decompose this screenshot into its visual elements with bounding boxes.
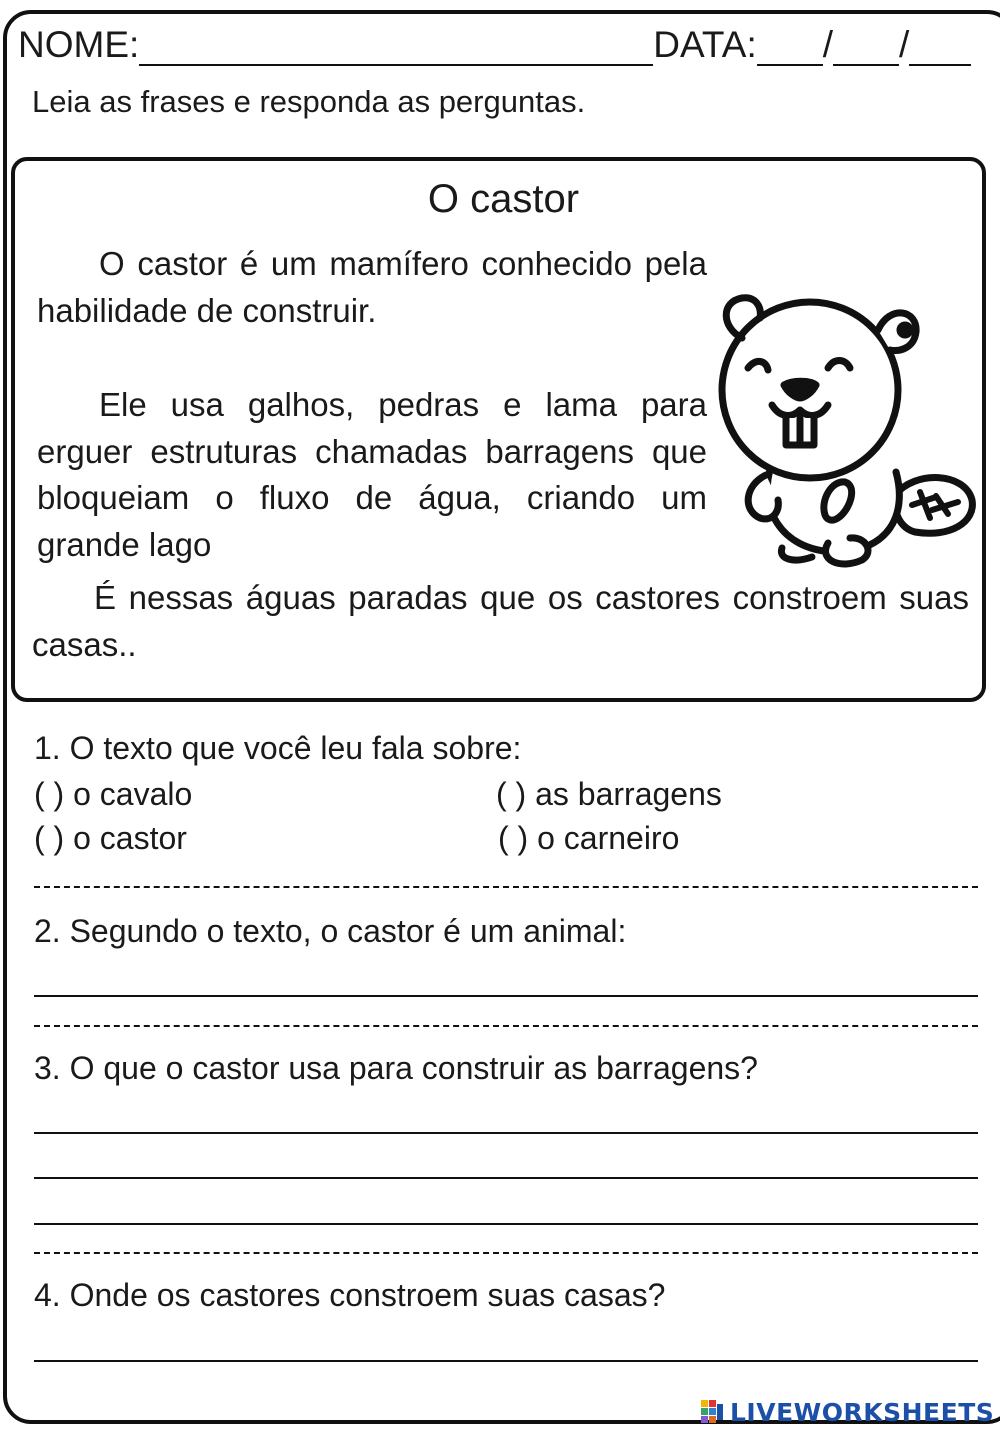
question-3: 3. O que o castor usa para construir as barragens? — [34, 1050, 758, 1086]
instruction-text: Leia as frases e responda as perguntas. — [32, 84, 586, 119]
header-row — [18, 22, 971, 66]
date-separator: / — [822, 24, 834, 65]
beaver-icon — [700, 260, 990, 570]
answer-line[interactable] — [34, 1223, 978, 1225]
date-day-line[interactable] — [757, 30, 823, 66]
answer-line[interactable] — [34, 1132, 978, 1134]
option-barragens[interactable]: ( ) as barragens — [496, 776, 722, 812]
answer-line[interactable] — [34, 1177, 978, 1179]
liveworksheets-brand[interactable] — [700, 1396, 994, 1428]
reading-title: O castor — [427, 177, 580, 221]
section-divider — [34, 1025, 978, 1027]
reading-paragraph-1: O castor é um mamífero conhecido pela habilidade de construir. — [37, 245, 707, 329]
answer-line[interactable] — [34, 995, 978, 997]
option-cavalo[interactable]: ( ) o cavalo — [34, 776, 193, 812]
brand-name: LIVEWORKSHEETS — [730, 1397, 995, 1427]
section-divider — [34, 1252, 978, 1254]
date-separator: / — [899, 24, 910, 65]
reading-paragraph-2: Ele usa galhos, pedras e lama para erguer estruturas chamadas barragens que bloqueiam o fluxo de água, criando um grande lago — [37, 386, 707, 563]
date-year-line[interactable] — [909, 30, 971, 66]
section-divider — [34, 886, 978, 888]
option-castor[interactable]: ( ) o castor — [34, 820, 187, 856]
date-label: DATA: — [653, 24, 757, 65]
question-2: 2. Segundo o texto, o castor é um animal: — [34, 913, 627, 949]
name-input-line[interactable] — [139, 30, 653, 66]
liveworksheets-logo-icon — [700, 1399, 726, 1425]
question-4: 4. Onde os castores constroem suas casas? — [34, 1277, 666, 1313]
reading-paragraph-3: É nessas águas paradas que os castores constroem suas casas.. — [32, 579, 969, 663]
question-1: 1. O texto que você leu fala sobre: — [34, 730, 522, 766]
answer-line[interactable] — [34, 1360, 978, 1362]
option-carneiro[interactable]: ( ) o carneiro — [498, 820, 680, 856]
date-month-line[interactable] — [833, 30, 899, 66]
name-label: NOME: — [18, 24, 140, 65]
